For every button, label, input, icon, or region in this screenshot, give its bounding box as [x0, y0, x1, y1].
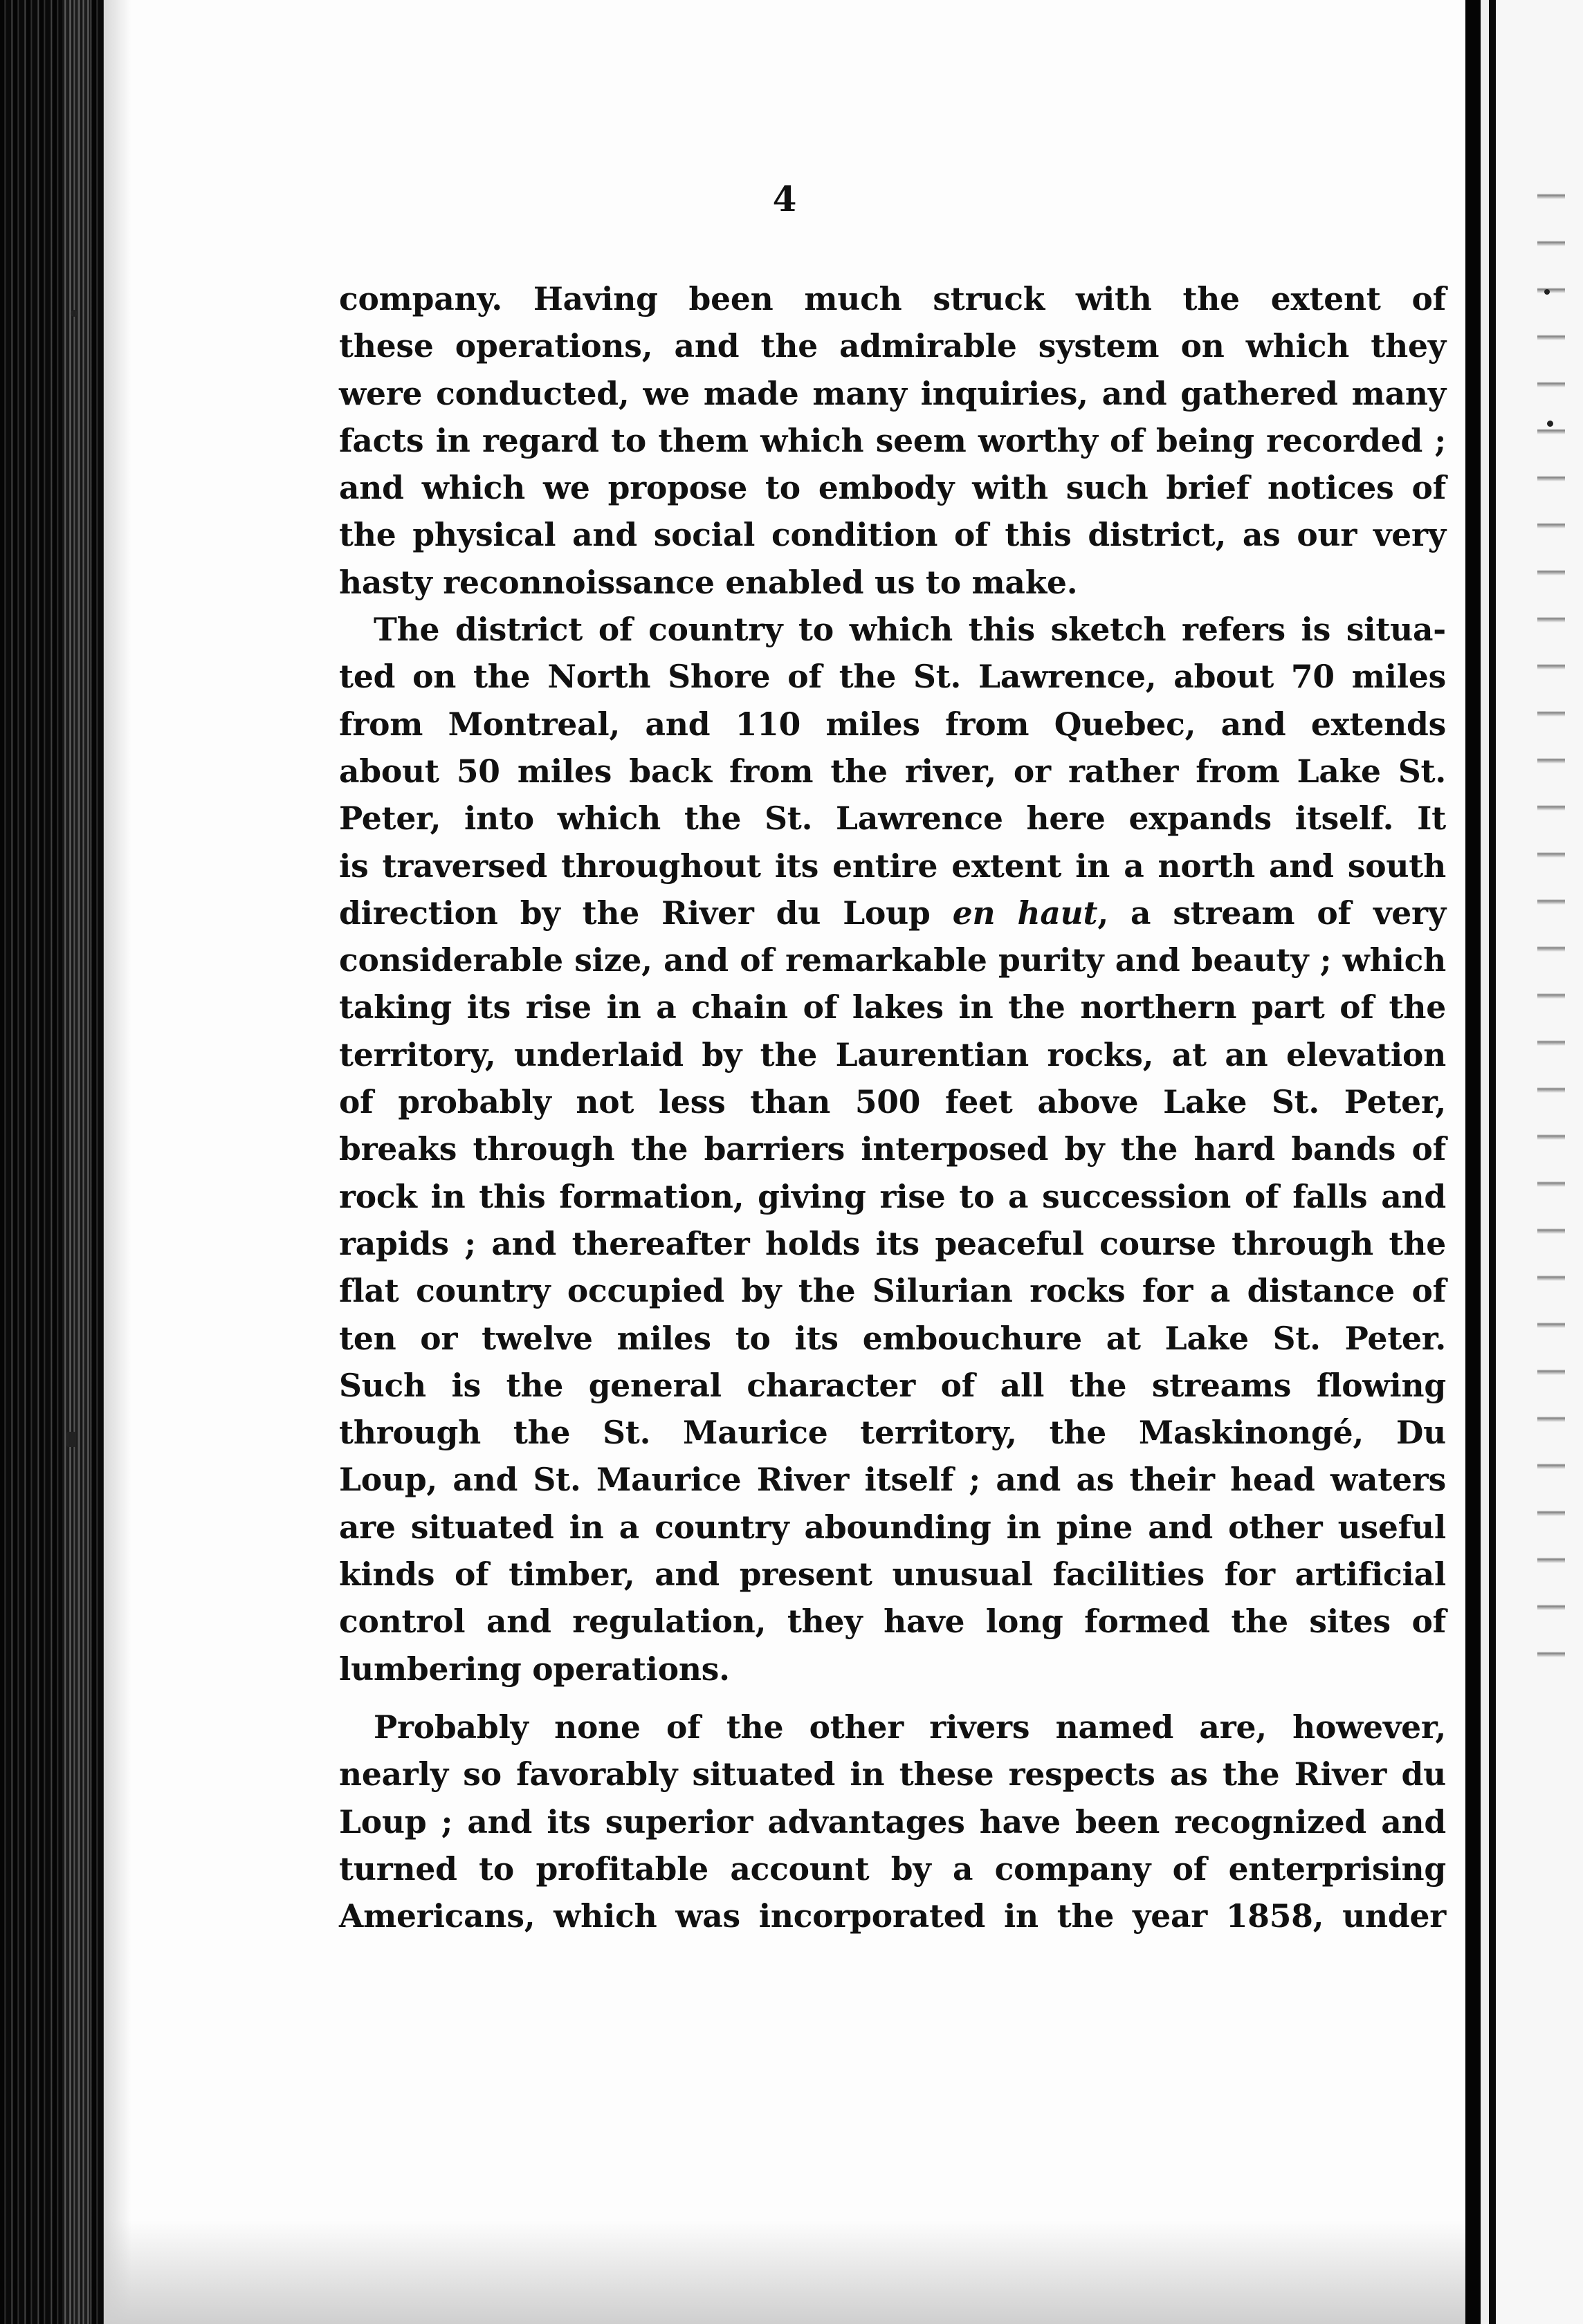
- left-edge-texture: [62, 0, 90, 2324]
- text-line: Americans, which was incorporated in the year 1858, under: [339, 1897, 1446, 1935]
- text-line: territory, underlaid by the Laurentian rocks, at an elevation: [339, 1035, 1446, 1073]
- text-line: turned to profitable account by a company of enterprising: [339, 1850, 1446, 1888]
- left-binding-edge: [0, 0, 104, 2324]
- text-line: the physical and social condition of this district, as our very: [339, 516, 1446, 554]
- scan-speck: [1544, 289, 1550, 295]
- book-page: [104, 0, 1465, 2324]
- text-line: were conducted, we made many inquiries, and gathered many: [339, 374, 1446, 412]
- adjacent-page-edge: [1496, 0, 1583, 2324]
- text-line: direction by the River du Loup en haut, a stream of very: [339, 894, 1446, 932]
- text-line: ten or twelve miles to its embouchure at Lake St. Peter.: [339, 1319, 1446, 1357]
- text-line: these operations, and the admirable system on which they: [339, 327, 1446, 365]
- paragraph-3: [339, 1704, 1446, 1939]
- text-line: and which we propose to embody with such brief notices of: [339, 469, 1446, 507]
- body-text: [339, 275, 1446, 1939]
- binding-gutter: [1465, 0, 1481, 2324]
- text-line: The district of country to which this sketch refers is situa-: [374, 611, 1446, 649]
- page-bottom-shadow: [104, 2220, 1465, 2324]
- text-line: breaks through the barriers interposed by the hard bands of: [339, 1130, 1446, 1168]
- page-left-shadow: [104, 0, 131, 2324]
- gutter-inner-line: [1489, 0, 1496, 2324]
- text-line: Peter, into which the St. Lawrence here expands itself. It: [339, 800, 1446, 838]
- adjacent-page-marks: [1537, 152, 1565, 1674]
- text-line: Such is the general character of all the streams flowing: [339, 1366, 1446, 1404]
- scan-speck: [66, 1432, 76, 1447]
- text-line: through the St. Maurice territory, the Maskinongé, Du: [339, 1414, 1446, 1452]
- text-line: rock in this formation, giving rise to a succession of falls and: [339, 1177, 1446, 1215]
- scan-speck: [71, 310, 77, 317]
- text-line: of probably not less than 500 feet above Lake St. Peter,: [339, 1083, 1446, 1121]
- text-line: lumbering operations.: [339, 1650, 730, 1688]
- text-line: from Montreal, and 110 miles from Quebec, and extends: [339, 705, 1446, 743]
- text-line: ted on the North Shore of the St. Lawrence, about 70 miles: [339, 658, 1446, 696]
- text-line: is traversed throughout its entire extent in a north and south: [339, 847, 1446, 885]
- text-line: company. Having been much struck with the extent of: [339, 280, 1446, 317]
- text-line: facts in regard to them which seem worthy of being recorded ;: [339, 421, 1446, 459]
- text-line: Loup ; and its superior advantages have been recognized and: [339, 1802, 1446, 1841]
- text-line: kinds of timber, and present unusual facilities for artificial: [339, 1556, 1446, 1594]
- text-line: are situated in a country abounding in pine and other useful: [339, 1508, 1446, 1546]
- page-number: 4: [772, 178, 797, 219]
- paragraph-1: [339, 275, 1446, 606]
- text-line: Probably none of the other rivers named are, however,: [374, 1708, 1446, 1746]
- text-line: Loup, and St. Maurice River itself ; and as their head waters: [339, 1461, 1446, 1499]
- text-line: about 50 miles back from the river, or rather from Lake St.: [339, 752, 1446, 790]
- text-line: considerable size, and of remarkable purity and beauty ; which: [339, 941, 1446, 979]
- text-line: flat country occupied by the Silurian rocks for a distance of: [339, 1272, 1446, 1310]
- text-line: taking its rise in a chain of lakes in the northern part of the: [339, 988, 1446, 1026]
- italic-phrase: en haut: [952, 894, 1098, 932]
- text-line: rapids ; and thereafter holds its peaceful course through the: [339, 1224, 1446, 1262]
- text-line: nearly so favorably situated in these respects as the River du: [339, 1755, 1446, 1793]
- text-line: control and regulation, they have long formed the sites of: [339, 1603, 1446, 1641]
- paragraph-2: [339, 606, 1446, 1693]
- scan-speck: [1547, 421, 1553, 427]
- gutter-gap: [1481, 0, 1489, 2324]
- text-line: hasty reconnoissance enabled us to make.: [339, 563, 1078, 601]
